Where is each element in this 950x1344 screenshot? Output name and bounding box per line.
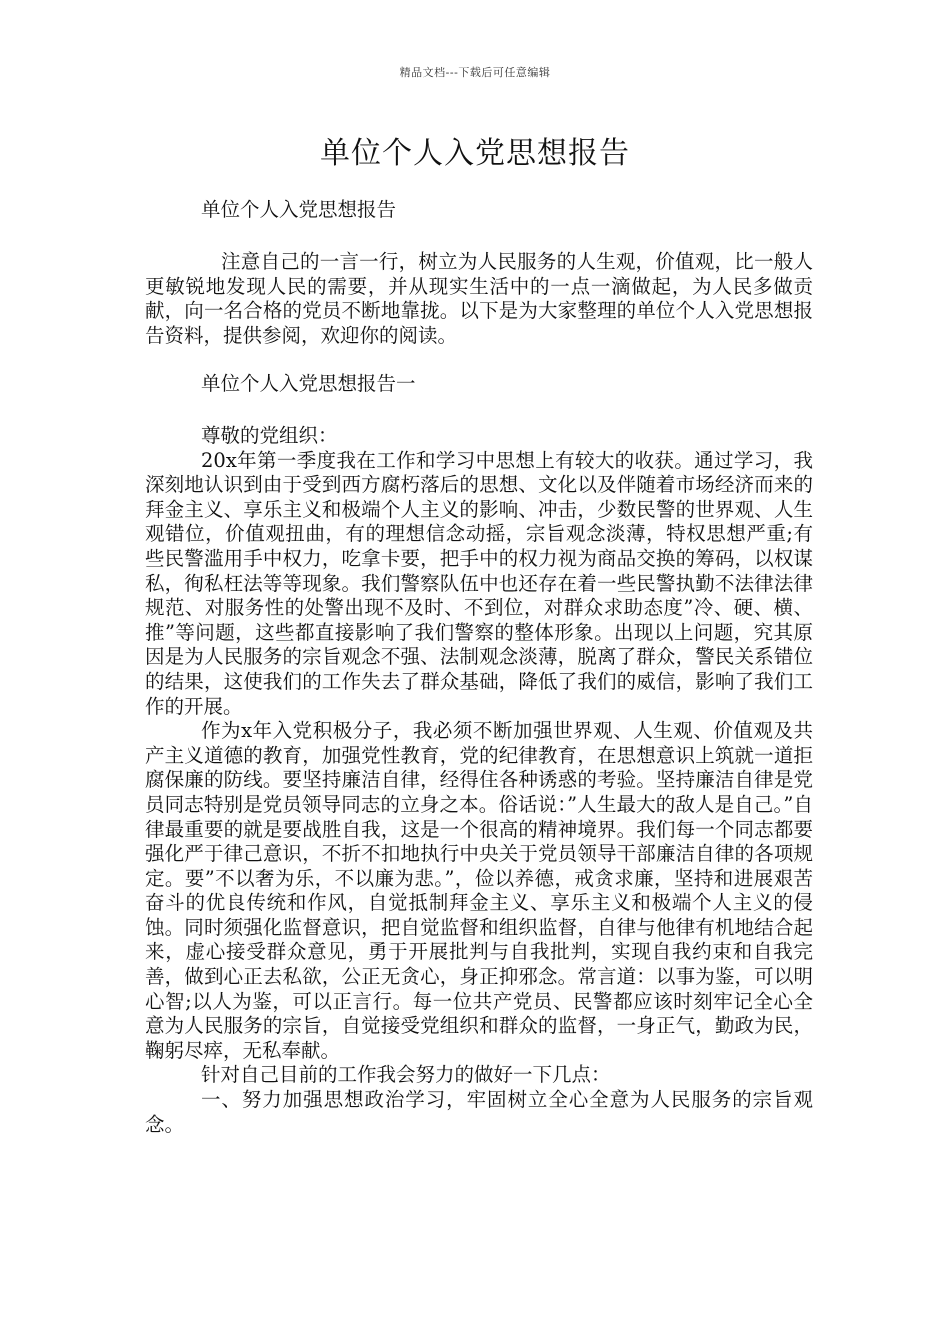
document-subtitle [145, 198, 813, 223]
subtitle-text: 单位个人入党思想报告 [201, 198, 397, 221]
document-title: 单位个人入党思想报告 [320, 136, 630, 171]
body-paragraph: 一、努力加强思想政治学习，牢固树立全心全意为人民服务的宗旨观念。 [145, 1088, 813, 1136]
body-paragraph: 针对自己目前的工作我会努力的做好一下几点： [201, 1063, 611, 1087]
body-paragraph: 20x年第一季度我在工作和学习中思想上有较大的收获。通过学习，我深刻地认识到由于受到西方腐朽落后的思想、文化以及伴随着市场经济而来的拜金主义、享乐主义和极端个人主义的影响、冲击，少数民警的世界观、人生观错位，价值观扭曲，有的理想信念动摇，宗旨观念淡薄，特权思想严重;有些民警滥用手中权力，吃拿卡要，把手中的权力视为商品交换的筹码，以权谋私，徇私枉法等等现象。我们警察队伍中也还存在着一些民警执勤不法律法律规范、对服务性的处警出现不及时、不到位，对群众求助态度”冷、硬、横、推”等问题，这些都直接影响了我们警察的整体形象。出现以上问题，究其原因是为人民服务的宗旨观念不强、法制观念淡薄，脱离了群众，警民关系错位的结果，这使我们的工作失去了群众基础，降低了我们的威信，影响了我们工作的开展。 [145, 448, 813, 718]
intro-paragraph: 注意自己的一言一行，树立为人民服务的人生观，价值观，比一般人更敏锐地发现人民的需要，并从现实生活中的一点一滴做起，为人民多做贡献，向一名合格的党员不断地靠拢。以下是为大家整理的单位个人入党思想报告资料，提供参阅，欢迎你的阅读。 [145, 250, 813, 347]
main-body [145, 424, 813, 1137]
section-heading: 单位个人入党思想报告一 [201, 372, 416, 395]
header-note: 精品文档---下载后可任意编辑 [399, 66, 551, 79]
body-paragraph: 作为x年入党积极分子，我必须不断加强世界观、人生观、价值观及共产主义道德的教育，加强党性教育，党的纪律教育，在思想意识上筑就一道拒腐保廉的防线。要坚持廉洁自律，经得住各种诱惑的考验。坚持廉洁自律是党员同志特别是党员领导同志的立身之本。俗话说：”人生最大的敌人是自己。”自律最重要的就是要战胜自我，这是一个很高的精神境界。我们每一个同志都要强化严于律己意识，不折不扣地执行中央关于党员领导干部廉洁自律的各项规定。要”不以奢为乐，不以廉为悲。”，俭以养德，戒贪求廉，坚持和进展艰苦奋斗的优良传统和作风，自觉抵制拜金主义、享乐主义和极端个人主义的侵蚀。同时须强化监督意识，把自觉监督和组织监督，自律与他律有机地结合起来，虚心接受群众意见，勇于开展批判与自我批判，实现自我约束和自我完善，做到心正去私欲，公正无贪心，身正抑邪念。常言道：以事为鉴，可以明心智;以人为鉴，可以正言行。每一位共产党员、民警都应该时刻牢记全心全意为人民服务的宗旨，自觉接受党组织和群众的监督，一身正气，勤政为民，鞠躬尽瘁，无私奉献。 [145, 719, 813, 1062]
salutation: 尊敬的党组织： [201, 424, 338, 447]
